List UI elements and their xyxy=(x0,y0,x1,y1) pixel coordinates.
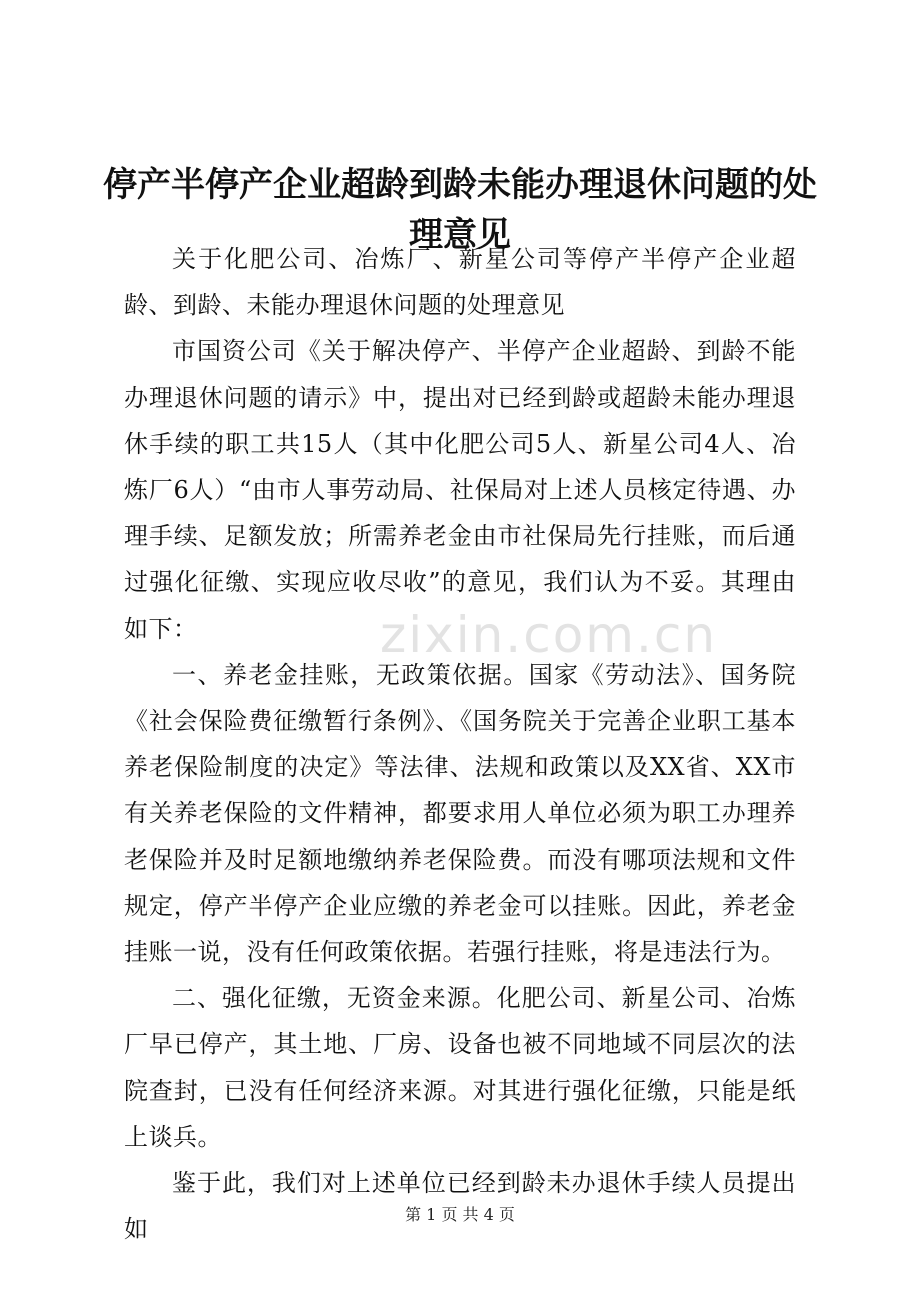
watermark: zixin.com.cn xyxy=(380,606,718,664)
paragraph-2: 市国资公司《关于解决停产、半停产企业超龄、到龄不能办理退休问题的请示》中，提出对已经到龄或超龄未能办理退休手续的职工共15人（其中化肥公司5人、新星公司4人、冶炼厂6人）“由市人事劳动局、社保局对上述人员核定待遇、办理手续、足额发放；所需养老金由市社保局先行挂账，而后通过强化征缴、实现应收尽收”的意见，我们认为不妥。其理由如下： xyxy=(124,337,796,643)
paragraph-3: 一、养老金挂账，无政策依据。国家《劳动法》、国务院《社会保险费征缴暂行条例》、《国务院关于完善企业职工基本养老保险制度的决定》等法律、法规和政策以及XX省、XX市有关养老保险的文件精神，都要求用人单位必须为职工办理养老保险并及时足额地缴纳养老保险费。而没有哪项法规和文件规定，停产半停产企业应缴的养老金可以挂账。因此，养老金挂账一说，没有任何政策依据。若强行挂账，将是违法行为。 xyxy=(124,660,796,967)
document-title: 停产半停产企业超龄到龄未能办理退休问题的处理意见 xyxy=(103,165,817,255)
page-footer: 第 1 页 共 4 页 xyxy=(405,1205,515,1224)
paragraph-1: 关于化肥公司、冶炼厂、新星公司等停产半停产企业超龄、到龄、未能办理退休问题的处理意见 xyxy=(124,245,796,320)
paragraph-5: 鉴于此，我们对上述单位已经到龄未办退休手续人员提出如 xyxy=(124,1169,796,1244)
paragraph-4: 二、强化征缴，无资金来源。化肥公司、新星公司、冶炼厂早已停产，其土地、厂房、设备也被不同地域不同层次的法院查封，已没有任何经济来源。对其进行强化征缴，只能是纸上谈兵。 xyxy=(124,984,796,1151)
document-body xyxy=(124,236,796,1252)
